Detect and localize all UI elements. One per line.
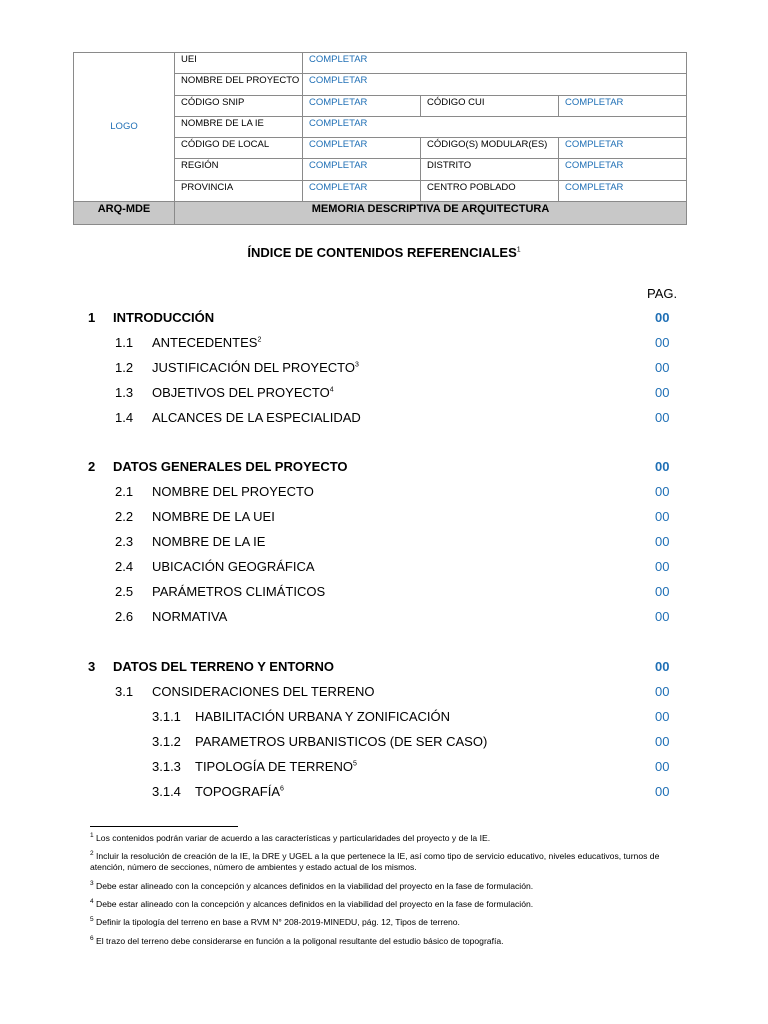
header-label: NOMBRE DE LA IE <box>175 116 303 137</box>
toc-entry-number: 3 <box>88 659 96 674</box>
document-code: ARQ-MDE <box>74 202 175 225</box>
page-column-label: PAG. <box>647 286 678 301</box>
toc-entry-text <box>113 308 214 328</box>
footnote-number: 5 <box>90 916 94 924</box>
toc-entry-page: 00 <box>655 310 670 325</box>
toc-entry-number: 2.1 <box>115 484 134 499</box>
toc-entry-page: 00 <box>655 459 670 474</box>
toc-entry-page: 00 <box>655 534 670 549</box>
toc-entry[interactable] <box>0 682 768 702</box>
toc-entry-label: TOPOGRAFÍA <box>195 784 280 799</box>
header-label: NOMBRE DEL PROYECTO <box>175 74 303 95</box>
footnote-text: Debe estar alineado con la concepción y alcances definidos en la viabilidad del proyecto en la fase de formulación. <box>96 898 534 909</box>
toc-entry[interactable] <box>0 358 768 378</box>
footnote-ref: 1 <box>516 246 521 254</box>
footnote-number: 3 <box>90 879 94 887</box>
toc-entry-label: INTRODUCCIÓN <box>113 310 215 325</box>
toc-title <box>0 245 768 260</box>
footnote-text: Incluir la resolución de creación de la IE, la DRE y UGEL a la que pertenece la IE, así como tipo de servicio educativo, niveles educativos, turnos de atención, número de secciones, número de ambientes y estado actual de los mismos. <box>90 851 660 873</box>
footnote-ref: 6 <box>280 785 284 793</box>
footnote <box>90 914 690 928</box>
toc-entry-number: 2.2 <box>115 509 134 524</box>
header-value: COMPLETAR <box>559 159 687 180</box>
footnote <box>90 848 690 873</box>
toc-entry-text <box>152 532 265 552</box>
toc-entry[interactable] <box>0 657 768 677</box>
toc-entry-text <box>152 333 261 353</box>
header-value: COMPLETAR <box>303 159 421 180</box>
toc-entry[interactable] <box>0 507 768 527</box>
toc-entry[interactable] <box>0 482 768 502</box>
toc-entry-number: 2.6 <box>115 609 134 624</box>
toc-entry-text <box>152 507 275 527</box>
header-label: REGIÓN <box>175 159 303 180</box>
header-label: CÓDIGO DE LOCAL <box>175 138 303 159</box>
toc-entry[interactable] <box>0 408 768 428</box>
header-label: CÓDIGO SNIP <box>175 95 303 116</box>
toc-entry[interactable] <box>0 557 768 577</box>
footnote <box>90 830 690 844</box>
toc-entry-number: 3.1.3 <box>152 759 181 774</box>
toc-entry-label: JUSTIFICACIÓN DEL PROYECTO <box>152 360 355 375</box>
footnote-text: Definir la tipología del terreno en base a RVM N° 208-2019-MINEDU, pág. 12, Tipos de terreno. <box>96 917 460 928</box>
toc-entry[interactable] <box>0 732 768 752</box>
toc-entry-page: 00 <box>655 509 670 524</box>
header-value: COMPLETAR <box>559 95 687 116</box>
footnote-ref: 3 <box>354 361 359 369</box>
toc-entry-number: 3.1.4 <box>152 784 181 799</box>
toc-entry-text <box>113 657 334 677</box>
toc-title-text: ÍNDICE DE CONTENIDOS REFERENCIALES <box>247 245 517 260</box>
toc-entry[interactable] <box>0 607 768 627</box>
footnote-number: 2 <box>90 850 94 858</box>
toc-entry-text <box>152 408 361 428</box>
toc-entry-text <box>152 682 375 702</box>
toc-entry-number: 1.1 <box>115 335 134 350</box>
footnote-number: 1 <box>90 832 94 839</box>
header-value: COMPLETAR <box>303 116 687 137</box>
toc-entry-label: ANTECEDENTES <box>152 335 258 350</box>
toc-entry-label: DATOS GENERALES DEL PROYECTO <box>113 459 348 474</box>
toc-entry[interactable] <box>0 383 768 403</box>
toc-entry[interactable] <box>0 707 768 727</box>
toc-entry-page: 00 <box>655 559 670 574</box>
toc-entry[interactable] <box>0 782 768 802</box>
header-value: COMPLETAR <box>303 74 687 95</box>
toc-entry[interactable] <box>0 457 768 477</box>
toc-entry-number: 1.3 <box>115 385 134 400</box>
footnote-separator <box>90 826 238 827</box>
footnote-ref: 5 <box>352 760 357 768</box>
toc-entry-text <box>113 457 348 477</box>
header-value: COMPLETAR <box>303 138 421 159</box>
footnote-ref: 4 <box>329 386 334 394</box>
header-table <box>73 52 687 225</box>
footnote-text: El trazo del terreno debe considerarse en función a la poligonal resultante del estudio básico de topografía. <box>96 935 504 946</box>
header-label: CENTRO POBLADO <box>421 180 559 201</box>
toc-entry-number: 1.4 <box>115 410 134 425</box>
toc-entry-text <box>152 582 325 602</box>
toc-entry[interactable] <box>0 308 768 328</box>
footnote-text: Los contenidos podrán variar de acuerdo a las características y particularidades del proyecto y de la IE. <box>96 832 491 843</box>
footnote-text: Debe estar alineado con la concepción y alcances definidos en la viabilidad del proyecto en la fase de formulación. <box>96 880 534 891</box>
footnote-ref: 2 <box>257 336 262 344</box>
toc-entry-text <box>195 732 487 752</box>
toc-entry-page: 00 <box>655 410 670 425</box>
footnotes <box>90 830 690 951</box>
toc-entry-page: 00 <box>655 484 670 499</box>
toc-entry-label: ALCANCES DE LA ESPECIALIDAD <box>152 410 361 425</box>
toc-entry[interactable] <box>0 757 768 777</box>
footnote-number: 4 <box>90 898 94 906</box>
toc-entry-page: 00 <box>655 759 670 774</box>
header-value: COMPLETAR <box>303 180 421 201</box>
header-value: COMPLETAR <box>559 138 687 159</box>
header-label: DISTRITO <box>421 159 559 180</box>
toc-entry-page: 00 <box>655 684 670 699</box>
toc-entry[interactable] <box>0 333 768 353</box>
header-value: COMPLETAR <box>559 180 687 201</box>
footnote <box>90 878 690 892</box>
toc-entry-label: OBJETIVOS DEL PROYECTO <box>152 385 330 400</box>
toc-entry-text <box>152 607 227 627</box>
toc-entry-text <box>152 358 359 378</box>
toc-entry-number: 1 <box>88 310 96 325</box>
toc-entry-page: 00 <box>655 609 670 624</box>
toc-entry[interactable] <box>0 532 768 552</box>
toc-entry-label: TIPOLOGÍA DE TERRENO <box>195 759 353 774</box>
toc-entry-page: 00 <box>655 360 670 375</box>
logo-placeholder: LOGO <box>74 53 175 202</box>
toc-entry-label: HABILITACIÓN URBANA Y ZONIFICACIÓN <box>195 709 450 724</box>
toc-entry-number: 2.4 <box>115 559 134 574</box>
toc-entry-label: UBICACIÓN GEOGRÁFICA <box>152 559 315 574</box>
toc-entry-page: 00 <box>655 709 670 724</box>
toc-entry-text <box>195 757 357 777</box>
toc-entry-number: 3.1 <box>115 684 134 699</box>
document-title: MEMORIA DESCRIPTIVA DE ARQUITECTURA <box>175 202 687 225</box>
toc-entry-label: DATOS DEL TERRENO Y ENTORNO <box>113 659 335 674</box>
header-label: CÓDIGO CUI <box>421 95 559 116</box>
toc-entry-number: 3.1.2 <box>152 734 181 749</box>
header-label: CÓDIGO(S) MODULAR(ES) <box>421 138 559 159</box>
header-value: COMPLETAR <box>303 53 687 74</box>
toc-entry-number: 2 <box>88 459 96 474</box>
toc-entry-label: NOMBRE DE LA IE <box>152 534 266 549</box>
toc-entry-number: 2.3 <box>115 534 134 549</box>
toc-entry-label: CONSIDERACIONES DEL TERRENO <box>152 684 375 699</box>
toc-entry-page: 00 <box>655 335 670 350</box>
header-value: COMPLETAR <box>303 95 421 116</box>
footnote <box>90 933 690 947</box>
toc-entry[interactable] <box>0 582 768 602</box>
toc-entry-text <box>195 707 450 727</box>
header-label: PROVINCIA <box>175 180 303 201</box>
toc-entry-number: 2.5 <box>115 584 134 599</box>
toc-entry-label: NOMBRE DE LA UEI <box>152 509 275 524</box>
toc-entry-number: 3.1.1 <box>152 709 181 724</box>
footnote <box>90 896 690 910</box>
toc-entry-text <box>152 383 334 403</box>
toc-entry-page: 00 <box>655 584 670 599</box>
toc-entry-text <box>152 482 314 502</box>
toc-entry-page: 00 <box>655 784 670 799</box>
footnote-number: 6 <box>90 934 94 942</box>
toc-entry-page: 00 <box>655 659 670 674</box>
toc-entry-label: PARAMETROS URBANISTICOS (DE SER CASO) <box>195 734 488 749</box>
toc-entry-label: NOMBRE DEL PROYECTO <box>152 484 314 499</box>
toc-entry-text <box>195 782 284 802</box>
toc-entry-label: PARÁMETROS CLIMÁTICOS <box>152 584 326 599</box>
toc-entry-page: 00 <box>655 385 670 400</box>
header-label: UEI <box>175 53 303 74</box>
toc-entry-number: 1.2 <box>115 360 134 375</box>
toc-entry-label: NORMATIVA <box>152 609 228 624</box>
toc-entry-page: 00 <box>655 734 670 749</box>
toc-entry-text <box>152 557 315 577</box>
